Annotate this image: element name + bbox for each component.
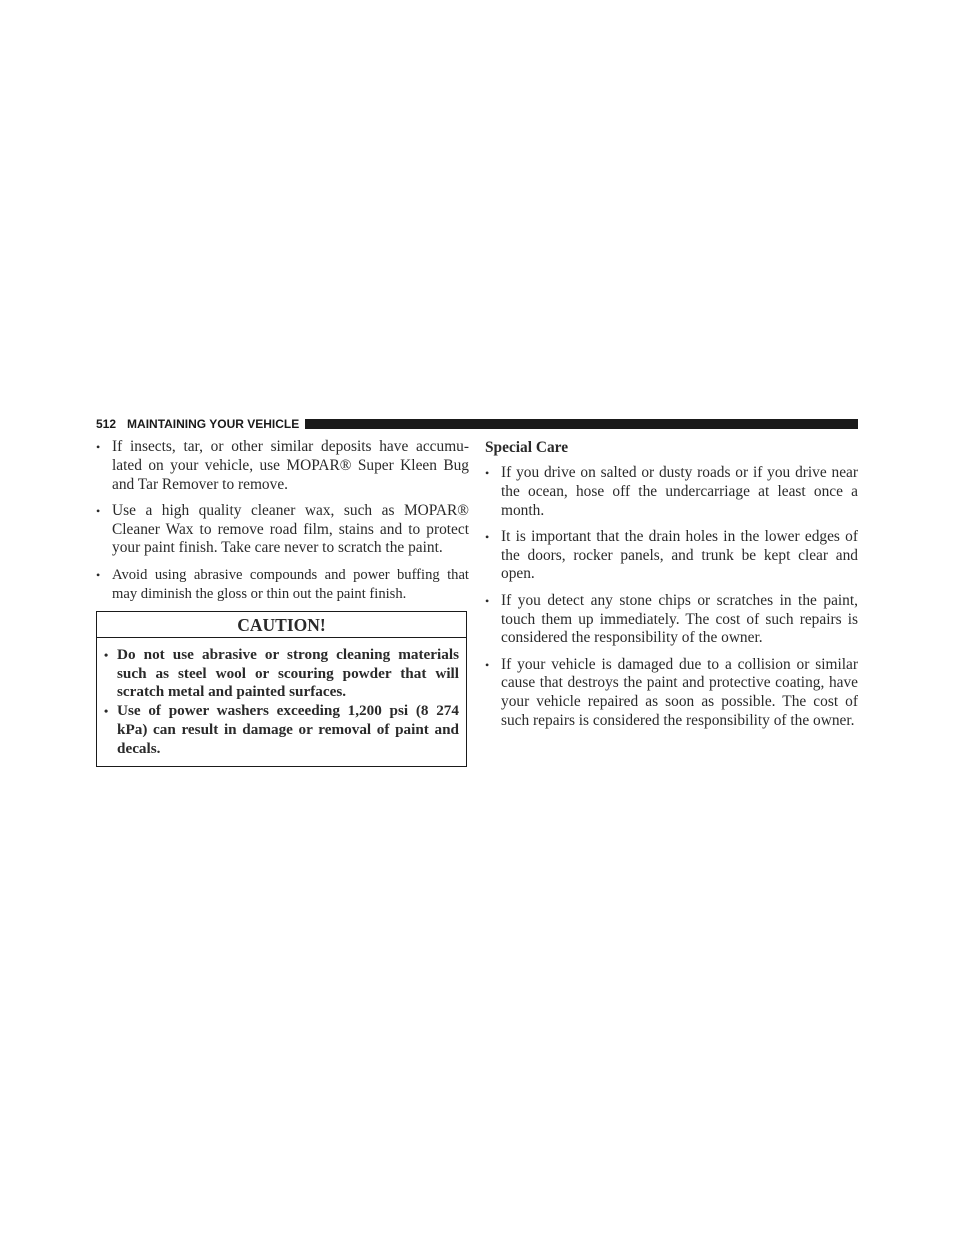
list-item: • If your vehicle is damaged due to a collision or similar cause that destroys the paint and protective coating, have your vehicle repaired as soon as possible. The cost of such repairs is considered the responsibility of the owner. (485, 656, 858, 731)
caution-title: CAUTION! (97, 612, 466, 638)
caution-item: • Use of power washers exceeding 1,200 psi (8 274 kPa) can result in damage or removal of paint and decals. (104, 702, 459, 758)
page-header (96, 417, 858, 431)
caution-item: • Do not use abrasive or strong cleaning materials such as steel wool or scouring powder that will scratch metal and painted surfaces. (104, 646, 459, 702)
right-bullet-list (485, 464, 858, 731)
left-bullet-list (96, 438, 469, 603)
right-column (485, 438, 858, 738)
left-column (96, 438, 469, 767)
list-item: • If insects, tar, or other similar deposits have accumu- lated on your vehicle, use MOPAR® Super Kleen Bug and Tar Remover to remove. (96, 438, 469, 494)
header-rule (305, 419, 858, 429)
list-item: • If you detect any stone chips or scratches in the paint, touch them up immediately. The cost of such repairs is considered the responsibility of the owner. (485, 592, 858, 648)
special-care-heading: Special Care (485, 439, 569, 456)
list-item: • Avoid using abrasive compounds and power buffing that may diminish the gloss or thin out the paint finish. (96, 566, 469, 604)
section-title: MAINTAINING YOUR VEHICLE (127, 417, 300, 431)
list-item: • It is important that the drain holes in the lower edges of the doors, rocker panels, and trunk be kept clear and open. (485, 528, 858, 584)
caution-box (96, 611, 467, 767)
list-item: • Use a high quality cleaner wax, such as MOPAR® Cleaner Wax to remove road film, stains and to protect your paint finish. Take care never to scratch the paint. (96, 502, 469, 558)
page-number: 512 (96, 417, 117, 431)
list-item: • If you drive on salted or dusty roads or if you drive near the ocean, hose off the undercarriage at least once a month. (485, 464, 858, 520)
caution-list (97, 638, 466, 766)
